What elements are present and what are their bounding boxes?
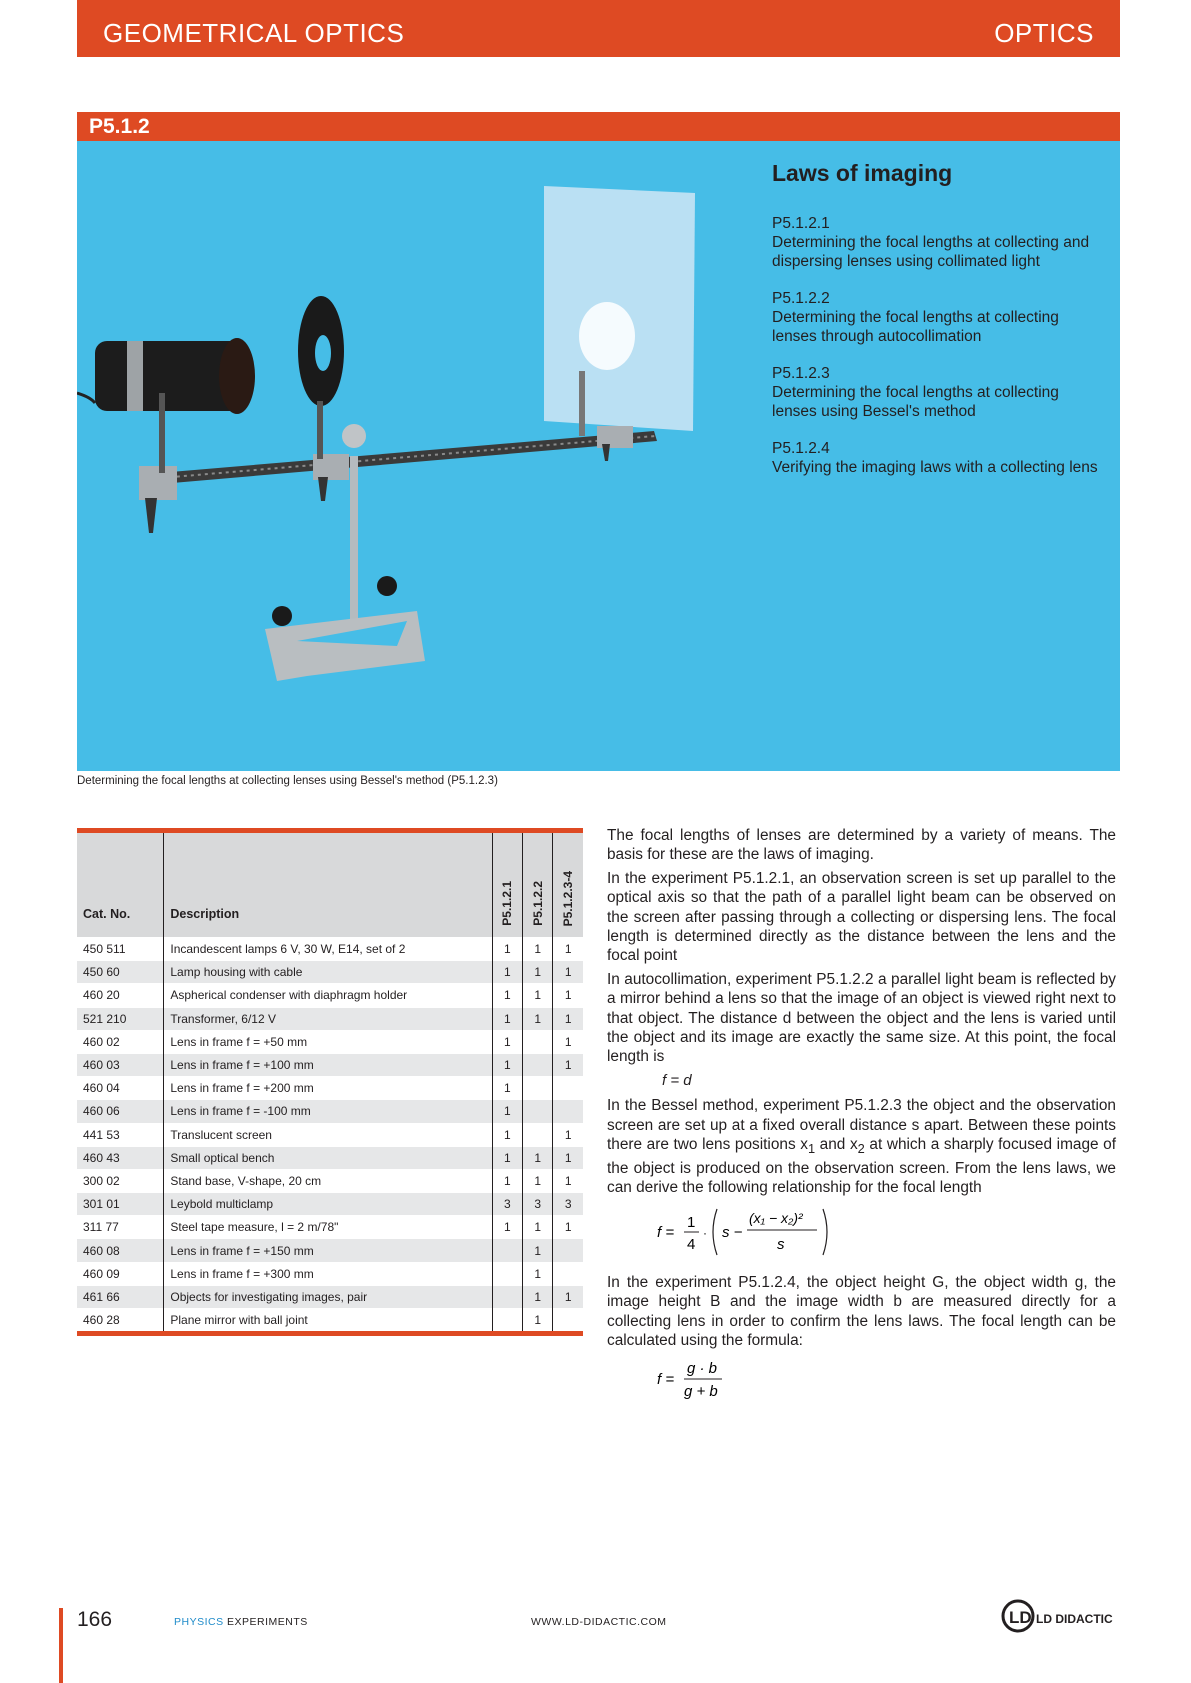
- cell-description: Plane mirror with ball joint: [164, 1309, 492, 1332]
- cell-cat-no: 460 02: [77, 1030, 164, 1053]
- cell-quantity: 1: [523, 1169, 553, 1192]
- svg-text:s: s: [777, 1236, 785, 1254]
- cell-quantity: 1: [492, 984, 522, 1007]
- footer-website: WWW.LD-DIDACTIC.COM: [531, 1616, 667, 1628]
- cell-quantity: 1: [553, 1216, 583, 1239]
- formula-lens-law: [657, 1356, 1116, 1407]
- formula-bessel: [657, 1203, 1116, 1266]
- table-row: [77, 1053, 583, 1076]
- table-row: [77, 1123, 583, 1146]
- cell-quantity: 1: [553, 1285, 583, 1308]
- cell-quantity: 1: [523, 1239, 553, 1262]
- svg-text:f =: f =: [657, 1371, 675, 1389]
- cell-quantity: [553, 1239, 583, 1262]
- header-col-1: P5.1.2.1: [492, 833, 522, 938]
- cell-quantity: 1: [492, 1100, 522, 1123]
- cell-description: Lens in frame f = +50 mm: [164, 1030, 492, 1053]
- cell-description: Transformer, 6/12 V: [164, 1007, 492, 1030]
- cell-quantity: [553, 1309, 583, 1332]
- experiment-item-text: Verifying the imaging laws with a collecting lens: [772, 459, 1098, 476]
- cell-quantity: 1: [553, 1169, 583, 1192]
- cell-quantity: 1: [523, 1146, 553, 1169]
- cell-quantity: 1: [523, 984, 553, 1007]
- cell-quantity: 1: [553, 1146, 583, 1169]
- cell-quantity: 1: [523, 1285, 553, 1308]
- experiment-item: [772, 364, 1102, 421]
- cell-quantity: [523, 1077, 553, 1100]
- svg-text:g · b: g · b: [687, 1360, 718, 1378]
- paragraph-p5122: In autocollimation, experiment P5.1.2.2 a parallel light beam is reflected by a mirror behind a lens so that the image of an object is viewed right next to that object. The distance d between the object and the lens is varied until the object and its image are exactly the same size. At this point, the focal length is: [607, 970, 1116, 1066]
- cell-quantity: [553, 1262, 583, 1285]
- cell-quantity: 1: [492, 938, 522, 961]
- experiment-item-text: Determining the focal lengths at collecting and dispersing lenses using collimated light: [772, 234, 1090, 270]
- table-row: [77, 1193, 583, 1216]
- page-number: 166: [77, 1608, 113, 1631]
- cell-quantity: 1: [492, 961, 522, 984]
- table-row: [77, 961, 583, 984]
- svg-text:(x₁ − x₂)²: (x₁ − x₂)²: [749, 1210, 803, 1227]
- header-description: Description: [164, 833, 492, 938]
- cell-quantity: 1: [553, 938, 583, 961]
- cell-cat-no: 460 43: [77, 1146, 164, 1169]
- cell-quantity: 1: [553, 1007, 583, 1030]
- svg-text:4: 4: [687, 1236, 696, 1254]
- cell-quantity: 1: [523, 961, 553, 984]
- experiment-item-code: P5.1.2.4: [772, 440, 830, 457]
- experiment-title: Laws of imaging: [772, 160, 953, 186]
- cell-quantity: [492, 1262, 522, 1285]
- cell-cat-no: 460 20: [77, 984, 164, 1007]
- table-row: [77, 1007, 583, 1030]
- cell-quantity: [523, 1100, 553, 1123]
- cell-quantity: 3: [523, 1193, 553, 1216]
- section-title-right: OPTICS: [994, 18, 1094, 48]
- table-row: [77, 1146, 583, 1169]
- table-row: [77, 1030, 583, 1053]
- cell-quantity: 1: [523, 1262, 553, 1285]
- cell-quantity: [523, 1123, 553, 1146]
- cell-description: Lens in frame f = +200 mm: [164, 1077, 492, 1100]
- experiment-item-code: P5.1.2.2: [772, 290, 830, 307]
- cell-description: Aspherical condenser with diaphragm holder: [164, 984, 492, 1007]
- experiment-item-text: Determining the focal lengths at collecting lenses through autocollimation: [772, 309, 1059, 345]
- cell-quantity: 1: [553, 1053, 583, 1076]
- cell-cat-no: 521 210: [77, 1007, 164, 1030]
- svg-text:·: ·: [703, 1226, 707, 1241]
- section-title-left: GEOMETRICAL OPTICS: [103, 18, 405, 48]
- table-row: [77, 1309, 583, 1332]
- cell-quantity: 1: [523, 1007, 553, 1030]
- cell-cat-no: 460 04: [77, 1077, 164, 1100]
- cell-description: Lens in frame f = +300 mm: [164, 1262, 492, 1285]
- photo-caption: Determining the focal lengths at collecting lenses using Bessel's method (P5.1.2.3): [77, 775, 498, 787]
- lens-law-formula-graphic: [657, 1356, 757, 1402]
- experiment-item: [772, 289, 1102, 346]
- cell-cat-no: 460 28: [77, 1309, 164, 1332]
- experiment-item: [772, 214, 1102, 271]
- cell-quantity: 1: [492, 1030, 522, 1053]
- cell-quantity: [492, 1309, 522, 1332]
- cell-cat-no: 301 01: [77, 1193, 164, 1216]
- ld-logo-icon: [1000, 1596, 1120, 1636]
- cell-cat-no: 300 02: [77, 1169, 164, 1192]
- cell-cat-no: 460 06: [77, 1100, 164, 1123]
- experiment-list: [772, 214, 1102, 495]
- svg-text:LD: LD: [1009, 1608, 1032, 1627]
- header-col-2: P5.1.2.2: [523, 833, 553, 938]
- cell-quantity: 3: [553, 1193, 583, 1216]
- cell-quantity: [492, 1285, 522, 1308]
- bessel-formula-graphic: [657, 1203, 837, 1261]
- equipment-table: [77, 828, 583, 1336]
- cell-cat-no: 460 03: [77, 1053, 164, 1076]
- cell-quantity: 1: [523, 1309, 553, 1332]
- header-cat-no: Cat. No.: [77, 833, 164, 938]
- table-row: [77, 1239, 583, 1262]
- section-header-bar: [77, 0, 1120, 57]
- table-row: [77, 1100, 583, 1123]
- cell-description: Translucent screen: [164, 1123, 492, 1146]
- paragraph-intro: The focal lengths of lenses are determined by a variety of means. The basis for these are the laws of imaging.: [607, 827, 1116, 864]
- cell-description: Lens in frame f = +150 mm: [164, 1239, 492, 1262]
- paragraph-p5124: In the experiment P5.1.2.4, the object height G, the object width g, the image height B and the image width b are measured directly for a collecting lens in order to confirm the lens laws. The focal length can be calculated using the formula:: [607, 1273, 1116, 1350]
- formula-f-equals-d: f = d: [662, 1071, 692, 1089]
- cell-cat-no: 461 66: [77, 1285, 164, 1308]
- svg-text:f =: f =: [657, 1224, 675, 1242]
- footer-accent-bar: [59, 1608, 63, 1683]
- table-bottom-rule: [77, 1331, 583, 1336]
- cell-quantity: 1: [492, 1169, 522, 1192]
- svg-text:s −: s −: [722, 1224, 743, 1242]
- cell-quantity: [553, 1100, 583, 1123]
- cell-description: Lens in frame f = -100 mm: [164, 1100, 492, 1123]
- experiment-item: [772, 439, 1102, 477]
- svg-text:g + b: g + b: [684, 1383, 718, 1401]
- cell-description: Leybold multiclamp: [164, 1193, 492, 1216]
- experiment-item-text: Determining the focal lengths at collecting lenses using Bessel's method: [772, 384, 1059, 420]
- experiment-code-bar: [77, 112, 1120, 141]
- cell-quantity: 1: [553, 1030, 583, 1053]
- cell-cat-no: 460 09: [77, 1262, 164, 1285]
- cell-cat-no: 460 08: [77, 1239, 164, 1262]
- table-row: [77, 1285, 583, 1308]
- cell-cat-no: 441 53: [77, 1123, 164, 1146]
- paragraph-p5123: In the Bessel method, experiment P5.1.2.3 the object and the observation screen are set up at a fixed overall distance s apart. Between these points there are two lens positions $x_1$ and $x_2$ at which a sharply focused image of the object is produced on the observation screen. From the lens laws, we can derive the following relationship for the focal length: [607, 1097, 1116, 1196]
- cell-quantity: 1: [523, 1216, 553, 1239]
- body-text: [607, 826, 1116, 1408]
- cell-cat-no: 450 511: [77, 938, 164, 961]
- cell-quantity: 1: [492, 1007, 522, 1030]
- table-row: [77, 938, 583, 961]
- experiment-item-code: P5.1.2.3: [772, 365, 830, 382]
- cell-quantity: [553, 1077, 583, 1100]
- header-col-3: P5.1.2.3-4: [553, 833, 583, 938]
- cell-description: Stand base, V-shape, 20 cm: [164, 1169, 492, 1192]
- cell-description: Lamp housing with cable: [164, 961, 492, 984]
- cell-description: Small optical bench: [164, 1146, 492, 1169]
- cell-quantity: 1: [553, 1123, 583, 1146]
- svg-text:1: 1: [687, 1214, 696, 1232]
- cell-quantity: 1: [492, 1053, 522, 1076]
- table-row: [77, 1216, 583, 1239]
- experiment-item-code: P5.1.2.1: [772, 215, 830, 232]
- cell-cat-no: 311 77: [77, 1216, 164, 1239]
- experiment-code: P5.1.2: [89, 115, 150, 138]
- table-row: [77, 1077, 583, 1100]
- cell-quantity: 1: [553, 984, 583, 1007]
- cell-quantity: 1: [492, 1123, 522, 1146]
- paragraph-p5121: In the experiment P5.1.2.1, an observation screen is set up parallel to the optical axis so that the path of a parallel light beam can be observed on the screen after passing through a collecting or dispersing lens. The focal length is determined directly as the distance between the lens and the focal point: [607, 869, 1116, 965]
- cell-description: Incandescent lamps 6 V, 30 W, E14, set of 2: [164, 938, 492, 961]
- cell-quantity: [523, 1053, 553, 1076]
- cell-quantity: [523, 1030, 553, 1053]
- cell-cat-no: 450 60: [77, 961, 164, 984]
- ld-didactic-logo: [1000, 1596, 1120, 1632]
- cell-quantity: 1: [523, 938, 553, 961]
- cell-description: Objects for investigating images, pair: [164, 1285, 492, 1308]
- svg-text:LD DIDACTIC: LD DIDACTIC: [1036, 1612, 1113, 1626]
- table-body: [77, 938, 583, 1332]
- cell-quantity: [492, 1239, 522, 1262]
- cell-quantity: 1: [492, 1146, 522, 1169]
- cell-description: Steel tape measure, l = 2 m/78": [164, 1216, 492, 1239]
- cell-quantity: 1: [553, 961, 583, 984]
- table-row: [77, 1169, 583, 1192]
- cell-quantity: 1: [492, 1077, 522, 1100]
- cell-description: Lens in frame f = +100 mm: [164, 1053, 492, 1076]
- cell-quantity: 3: [492, 1193, 522, 1216]
- footer-physics-experiments: PHYSICS EXPERIMENTS: [174, 1616, 308, 1628]
- cell-quantity: 1: [492, 1216, 522, 1239]
- table-row: [77, 984, 583, 1007]
- table-row: [77, 1262, 583, 1285]
